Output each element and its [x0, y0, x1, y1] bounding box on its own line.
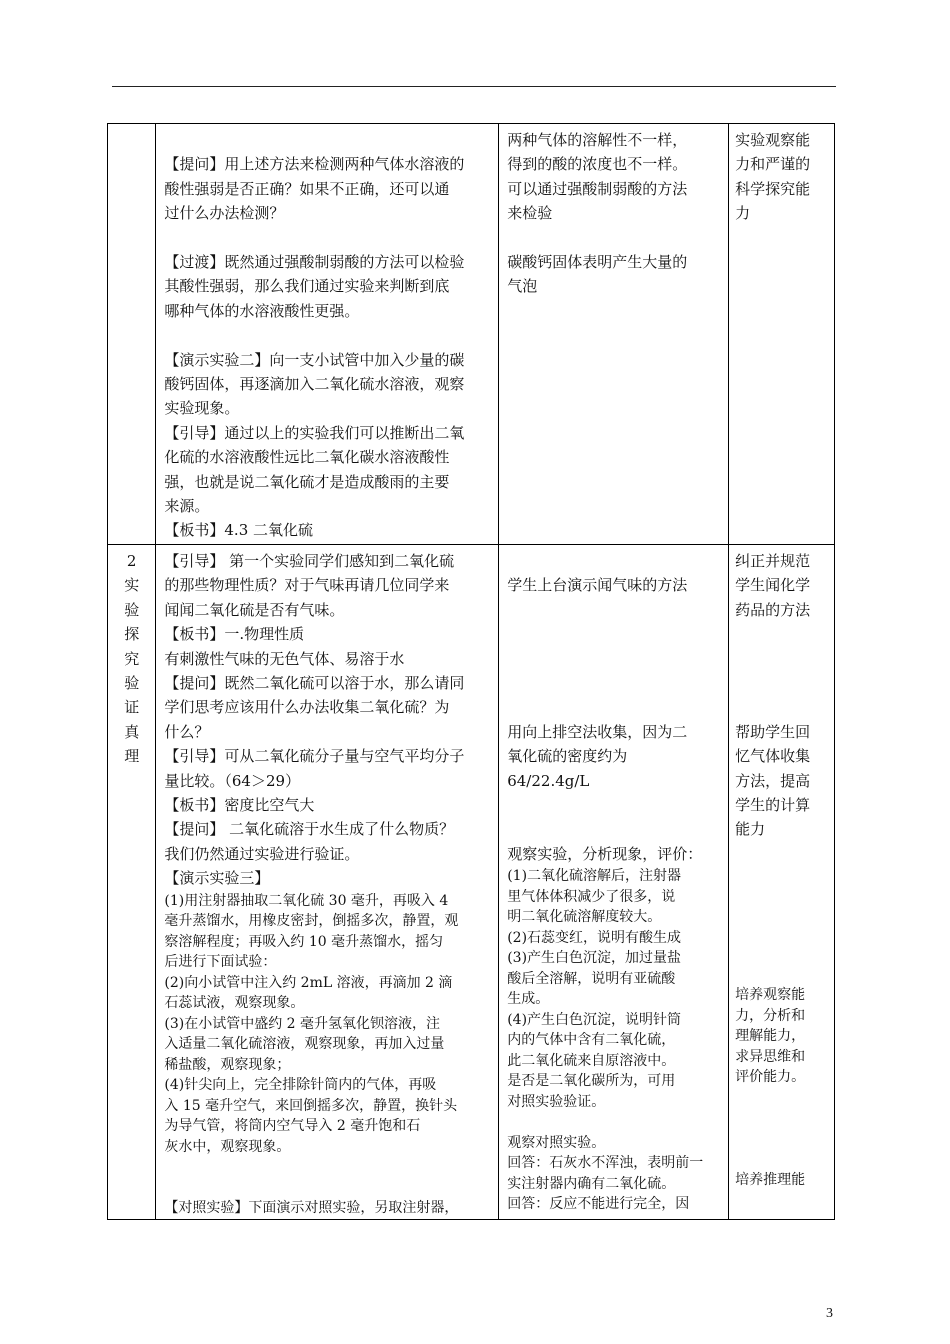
text-line: 酸钙固体，再逐滴加入二氧化硫水溶液，观察 — [164, 375, 465, 394]
text-line: 的那些物理性质？对于气味再请几位同学来 — [164, 576, 450, 595]
text-line: 力，分析和 — [735, 1007, 806, 1024]
text-line: 验 — [124, 600, 140, 619]
text-line — [735, 695, 830, 719]
text-line: 力和严谨的 — [735, 155, 811, 174]
text-line — [735, 1108, 830, 1129]
text-line — [507, 671, 723, 695]
text-line: 【提问】用上述方法来检测两种气体水溶液的 — [164, 155, 465, 174]
text-line: 毫升蒸馏水，用橡皮密封，倒摇多次，静置，观 — [164, 913, 459, 930]
text-line: 【提问】既然二氧化硫可以溶于水，那么请同 — [164, 674, 465, 693]
header-rule — [112, 86, 836, 87]
text-line: (2)向小试管中注入约 2mL 溶液，再滴加 2 滴 — [164, 974, 453, 991]
student-activity-cell — [499, 124, 729, 545]
text-line: 酸性强弱是否正确？如果不正确，还可以通 — [164, 179, 450, 198]
text-line: 什么？ — [164, 722, 210, 741]
text-line: 气泡 — [507, 277, 538, 296]
text-line: 我们仍然通过实验进行验证。 — [164, 844, 360, 863]
text-line: 【演示实验二】向一支小试管中加入少量的碳 — [164, 350, 465, 369]
text-line — [735, 1088, 830, 1109]
text-line — [735, 965, 830, 986]
text-line: 学们思考应该用什么办法收集二氧化硫？为 — [164, 698, 450, 717]
text-line: 入 15 毫升空气，来回倒摇多次，静置，换针头 — [164, 1097, 458, 1114]
text-line: 培养观察能 — [735, 987, 806, 1004]
text-line: 评价能力。 — [735, 1069, 806, 1086]
text-line: 来检验 — [507, 204, 553, 223]
text-line: 哪种气体的水溶液酸性更强。 — [164, 301, 360, 320]
text-line: (1)用注射器抽取二氧化硫 30 毫升，再吸入 4 — [164, 892, 449, 909]
text-line — [735, 647, 830, 671]
text-line — [507, 598, 723, 622]
text-line — [507, 622, 723, 646]
text-line — [735, 671, 830, 695]
text-line: 生成。 — [507, 991, 550, 1008]
text-line: 是否是二氧化碳所为，可用 — [507, 1073, 676, 1090]
text-line: 【引导】 第一个实验同学们感知到二氧化硫 — [164, 552, 455, 570]
text-line: 观察实验，分析现象，评价： — [507, 844, 703, 863]
design-intent-text — [729, 545, 834, 842]
text-line: 理解能力， — [735, 1028, 806, 1045]
text-line: 【过渡】既然通过强酸制弱酸的方法可以检验 — [164, 253, 465, 271]
text-line: 忆气体收集 — [735, 747, 811, 766]
text-line — [507, 226, 723, 250]
table-row — [108, 124, 835, 545]
text-line: 探 — [124, 625, 140, 644]
text-line — [507, 549, 723, 573]
text-line: 实 — [124, 576, 140, 595]
text-line: 2 — [126, 552, 137, 570]
text-line: 闻闻二氧化硫是否有气味。 — [164, 600, 345, 619]
text-line — [164, 226, 493, 250]
stage-cell — [108, 545, 156, 1220]
text-line: (4)产生白色沉淀，说明针筒 — [507, 1011, 682, 1028]
text-line: 明二氧化硫溶解度较大。 — [507, 909, 662, 926]
text-line: (2)石蕊变红，说明有酸生成 — [507, 929, 682, 946]
text-line — [735, 944, 830, 965]
text-line — [164, 323, 493, 347]
text-line — [507, 695, 723, 719]
experiment-steps-text — [156, 891, 498, 1219]
design-intent-text — [729, 842, 834, 1191]
text-line — [507, 1112, 723, 1133]
text-line: 培养推理能 — [735, 1171, 806, 1188]
text-line: 学生的计算 — [735, 796, 811, 814]
design-intent-text — [729, 124, 834, 226]
text-line: 究 — [124, 649, 140, 668]
text-line: 稀盐酸，观察现象； — [164, 1056, 291, 1073]
text-line: 学生闻化学 — [735, 576, 811, 595]
text-line — [735, 1129, 830, 1150]
lesson-plan-table — [107, 123, 835, 1220]
text-line: 【板书】4.3 二氧化硫 — [164, 521, 314, 540]
text-line — [164, 1157, 493, 1178]
text-line: 【板书】一.物理性质 — [164, 625, 305, 644]
text-line: 实验观察能 — [735, 131, 811, 149]
text-line: 【演示实验三】 — [164, 869, 270, 888]
text-line — [164, 1178, 493, 1199]
teacher-activity-cell — [156, 124, 499, 545]
text-line: 里气体体积减少了很多，说 — [507, 888, 676, 905]
text-line: 为导气管，将筒内空气导入 2 毫升饱和石 — [164, 1118, 421, 1135]
text-line: 来源。 — [164, 497, 210, 516]
text-line: 能力 — [735, 820, 766, 839]
student-activity-text — [499, 124, 728, 299]
text-line: 求异思维和 — [735, 1048, 806, 1065]
text-line: 化硫的水溶液酸性远比二氧化碳水溶液酸性 — [164, 448, 450, 467]
text-line: 其酸性强弱，那么我们通过实验来判断到底 — [164, 277, 450, 296]
text-line: 察溶解程度；再吸入约 10 毫升蒸馏水，摇匀 — [164, 933, 444, 950]
text-line: 【引导】可从二氧化硫分子量与空气平均分子 — [164, 747, 465, 766]
text-line: 用向上排空法收集，因为二 — [507, 722, 688, 741]
text-line: 【板书】密度比空气大 — [164, 796, 315, 815]
text-line: 酸后全溶解，说明有亚硫酸 — [507, 970, 676, 987]
design-intent-cell — [729, 124, 835, 545]
text-line: 理 — [124, 747, 140, 766]
text-line: 内的气体中含有二氧化硫， — [507, 1032, 676, 1049]
text-line: 可以通过强酸制弱酸的方法 — [507, 179, 688, 198]
text-line: 学生上台演示闻气味的方法 — [507, 576, 688, 595]
text-line: (1)二氧化硫溶解后，注射器 — [507, 868, 682, 885]
text-line: 石蕊试液，观察现象。 — [164, 995, 305, 1012]
teacher-activity-cell — [156, 545, 499, 1220]
student-activity-text — [499, 545, 728, 866]
student-observation-text — [499, 866, 728, 1215]
text-line: 后进行下面试验： — [164, 954, 277, 971]
text-line: 【对照实验】下面演示对照实验，另取注射器， — [164, 1200, 459, 1217]
text-line: 药品的方法 — [735, 600, 811, 619]
stage-label — [108, 545, 155, 769]
text-line — [507, 793, 723, 817]
text-line — [735, 924, 830, 945]
text-line — [735, 883, 830, 904]
text-line — [735, 1149, 830, 1170]
text-line: 氧化硫的密度约为 — [507, 747, 628, 766]
text-line: 回答：反应不能进行完全，因 — [507, 1196, 690, 1213]
text-line: (3)在小试管中盛约 2 毫升氢氧化钡溶液，注 — [164, 1015, 441, 1032]
text-line: 力 — [735, 204, 751, 223]
text-line: 实验现象。 — [164, 399, 240, 418]
text-line: 碳酸钙固体表明产生大量的 — [507, 253, 688, 272]
text-line — [735, 903, 830, 924]
text-line: 回答：石灰水不浑浊，表明前一 — [507, 1155, 704, 1172]
teacher-activity-text — [156, 124, 498, 543]
text-line: 【引导】通过以上的实验我们可以推断出二氧 — [164, 423, 465, 442]
text-line — [735, 842, 830, 863]
text-line: 方法，提高 — [735, 771, 811, 790]
text-line: 过什么办法检测？ — [164, 204, 285, 223]
teacher-activity-text — [156, 545, 498, 891]
text-line: 64/22.4g/L — [507, 771, 590, 790]
text-line: 入适量二氧化硫溶液，观察现象，再加入过量 — [164, 1036, 445, 1053]
design-intent-cell — [729, 545, 835, 1220]
text-line — [735, 862, 830, 883]
text-line — [735, 622, 830, 646]
student-activity-cell — [499, 545, 729, 1220]
text-line — [507, 647, 723, 671]
text-line: 得到的酸的浓度也不一样。 — [507, 155, 688, 174]
text-line: 纠正并规范 — [735, 552, 811, 570]
text-line: 灰水中，观察现象。 — [164, 1138, 291, 1155]
text-line — [164, 128, 493, 152]
text-line: 有刺激性气味的无色气体、易溶于水 — [164, 649, 405, 668]
text-line: 实注射器内确有二氧化硫。 — [507, 1175, 676, 1192]
text-line: 强，也就是说二氧化硫才是造成酸雨的主要 — [164, 472, 450, 491]
text-line: 验 — [124, 674, 140, 693]
text-line: 科学探究能 — [735, 179, 811, 198]
text-line: 两种气体的溶解性不一样， — [507, 131, 688, 149]
text-line: 证 — [124, 698, 140, 717]
text-line: 帮助学生回 — [735, 722, 811, 741]
text-line: 对照实验验证。 — [507, 1093, 606, 1110]
stage-cell — [108, 124, 156, 545]
text-line: 【提问】 二氧化硫溶于水生成了什么物质？ — [164, 820, 455, 839]
text-line: 此二氧化硫来自原溶液中。 — [507, 1052, 676, 1069]
text-line: (4)针尖向上，完全排除针筒内的气体，再吸 — [164, 1077, 437, 1094]
text-line — [507, 817, 723, 841]
table-row — [108, 545, 835, 1220]
text-line: 观察对照实验。 — [507, 1134, 606, 1151]
text-line: 量比较。（64＞29） — [164, 771, 301, 790]
page-number: 3 — [826, 1306, 833, 1321]
text-line: 真 — [124, 722, 140, 741]
text-line: (3)产生白色沉淀，加过量盐 — [507, 950, 682, 967]
